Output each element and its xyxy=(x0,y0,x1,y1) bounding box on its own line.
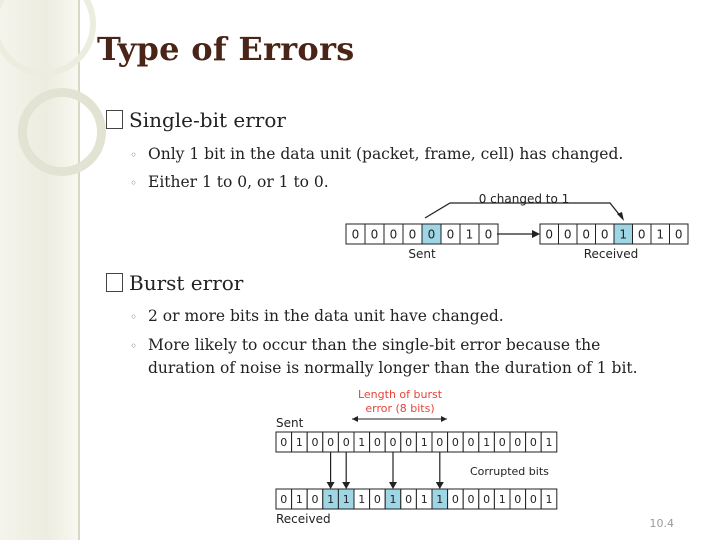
bit-value: 0 xyxy=(311,492,319,506)
bit-value: 0 xyxy=(427,227,436,242)
corrupted-bits-label: Corrupted bits xyxy=(470,465,549,478)
bit-value: 1 xyxy=(619,227,628,242)
corruption-arrowhead xyxy=(389,482,397,489)
bit-value: 0 xyxy=(467,492,475,506)
bit-value: 0 xyxy=(498,435,506,449)
bit-value: 1 xyxy=(483,435,491,449)
bit-value: 0 xyxy=(389,227,398,242)
bit-value: 0 xyxy=(370,227,379,242)
burst-range-arrowhead xyxy=(352,416,358,422)
bullet-text-continued: duration of noise is normally longer than the duration of 1 bit. xyxy=(148,359,638,377)
burst-sent-label: Sent xyxy=(276,416,304,430)
bullet-item xyxy=(130,334,638,379)
bit-value: 0 xyxy=(514,435,522,449)
burst-length-label: error (8 bits) xyxy=(365,402,435,415)
bit-value: 1 xyxy=(498,492,506,506)
burst-received-label: Received xyxy=(276,512,331,526)
transmission-arrowhead xyxy=(532,230,540,238)
bit-value: 1 xyxy=(358,435,366,449)
bit-value: 0 xyxy=(514,492,522,506)
bullet-box-icon xyxy=(106,110,123,129)
sent-label: Sent xyxy=(408,247,436,261)
bit-value: 0 xyxy=(311,435,319,449)
burst-range-arrowhead xyxy=(441,416,447,422)
bit-value: 1 xyxy=(295,435,303,449)
bit-value: 0 xyxy=(389,435,397,449)
burst-error-figure xyxy=(270,385,570,527)
section-heading-burst xyxy=(106,271,243,295)
bit-value: 0 xyxy=(467,435,475,449)
bit-value: 0 xyxy=(451,435,459,449)
decorative-side-bar xyxy=(0,0,78,540)
section-heading-single-bit xyxy=(106,108,286,132)
sent-bit-row xyxy=(346,224,498,244)
bit-value: 1 xyxy=(545,435,553,449)
bit-value: 0 xyxy=(280,435,288,449)
bullet-text: Only 1 bit in the data unit (packet, frame, cell) has changed. xyxy=(148,145,624,163)
ring-bullet-icon: ◦ xyxy=(130,176,138,190)
bit-value: 0 xyxy=(529,435,537,449)
single-bit-error-figure xyxy=(340,188,690,264)
decorative-ring xyxy=(18,88,106,176)
bit-value: 0 xyxy=(563,227,572,242)
bullet-text: 2 or more bits in the data unit have changed. xyxy=(148,307,504,325)
bit-value: 1 xyxy=(465,227,474,242)
bullet-item xyxy=(130,171,329,194)
bullet-item xyxy=(130,305,504,328)
bullet-text: More likely to occur than the single-bit error because the xyxy=(148,336,601,354)
burst-length-label: Length of burst xyxy=(357,388,443,401)
received-bit-row xyxy=(540,224,688,244)
page-number: 10.4 xyxy=(649,517,674,530)
ring-bullet-icon: ◦ xyxy=(130,310,138,324)
bullet-box-icon xyxy=(106,273,123,292)
decorative-ring xyxy=(0,0,96,76)
burst-sent-bit-row xyxy=(276,432,557,452)
bit-value: 1 xyxy=(545,492,553,506)
bit-value: 0 xyxy=(545,227,554,242)
bit-value: 0 xyxy=(327,435,335,449)
bit-value: 0 xyxy=(483,492,491,506)
bit-value: 0 xyxy=(446,227,455,242)
bit-value: 1 xyxy=(342,492,350,506)
bit-value: 0 xyxy=(405,492,413,506)
ring-bullet-icon: ◦ xyxy=(130,339,138,353)
corruption-arrows xyxy=(327,452,444,489)
bit-value: 1 xyxy=(436,492,444,506)
bit-value: 1 xyxy=(420,492,428,506)
corruption-arrowhead xyxy=(436,482,444,489)
bit-value: 0 xyxy=(582,227,591,242)
bit-value: 0 xyxy=(529,492,537,506)
bit-value: 1 xyxy=(295,492,303,506)
burst-received-bit-row xyxy=(276,489,557,509)
slide-title: Type of Errors xyxy=(97,30,355,68)
bit-value: 0 xyxy=(637,227,646,242)
bit-value: 0 xyxy=(674,227,683,242)
corruption-arrowhead xyxy=(342,482,350,489)
decorative-divider xyxy=(78,0,80,540)
bit-value: 0 xyxy=(280,492,288,506)
bit-value: 0 xyxy=(373,492,381,506)
bit-value: 0 xyxy=(408,227,417,242)
bit-value: 0 xyxy=(451,492,459,506)
bit-value: 0 xyxy=(405,435,413,449)
received-label: Received xyxy=(583,247,639,261)
corruption-arrowhead xyxy=(327,482,335,489)
bit-value: 1 xyxy=(656,227,665,242)
bit-value: 0 xyxy=(373,435,381,449)
bullet-text: Either 1 to 0, or 1 to 0. xyxy=(148,173,329,191)
change-label: 0 changed to 1 xyxy=(478,192,570,206)
bit-value: 0 xyxy=(342,435,350,449)
section-heading-text: Burst error xyxy=(129,271,244,295)
ring-bullet-icon: ◦ xyxy=(130,148,138,162)
bit-value: 1 xyxy=(389,492,397,506)
bit-value: 1 xyxy=(358,492,366,506)
section-heading-text: Single-bit error xyxy=(129,108,286,132)
bullet-item xyxy=(130,143,623,166)
bit-value: 0 xyxy=(600,227,609,242)
bit-value: 0 xyxy=(484,227,493,242)
bit-value: 1 xyxy=(420,435,428,449)
bit-value: 0 xyxy=(351,227,360,242)
bit-value: 0 xyxy=(436,435,444,449)
bit-value: 1 xyxy=(327,492,335,506)
